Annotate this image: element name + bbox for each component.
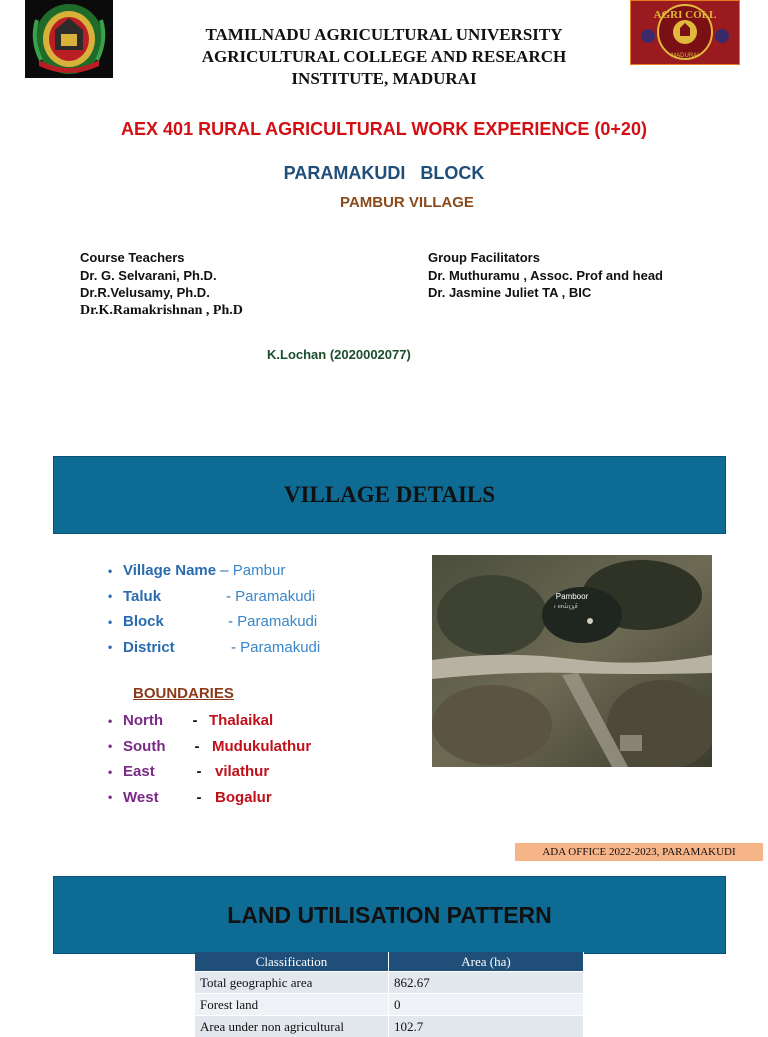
boundary-place: vilathur	[215, 763, 269, 780]
student-name: K.Lochan (2020002077)	[267, 347, 411, 362]
list-item	[108, 609, 320, 635]
university-line-1: TAMILNADU AGRICULTURAL UNIVERSITY	[130, 24, 638, 46]
group-facilitators-heading: Group Facilitators	[428, 249, 663, 267]
detail-value: Pambur	[233, 562, 286, 579]
village-details-heading: VILLAGE DETAILS	[284, 482, 495, 508]
boundaries-heading: BOUNDARIES	[133, 685, 234, 702]
teacher-name: Dr.K.Ramakrishnan , Ph.D	[80, 302, 243, 320]
detail-value: Paramakudi	[240, 639, 320, 656]
group-facilitators	[428, 249, 663, 302]
bullet-icon: •	[108, 765, 123, 779]
map-label: Pamboor	[556, 592, 589, 601]
list-item	[108, 635, 320, 661]
university-title	[130, 24, 638, 90]
bullet-icon: •	[108, 739, 123, 753]
land-utilisation-table	[195, 952, 584, 1037]
detail-key: Village Name	[123, 562, 216, 579]
table-header-row	[195, 952, 584, 972]
detail-separator: -	[228, 613, 237, 630]
boundary-place: Thalaikal	[209, 712, 273, 729]
university-line-3: INSTITUTE, MADURAI	[130, 68, 638, 90]
boundary-separator: -	[181, 712, 209, 729]
list-item	[108, 759, 311, 785]
column-header: Classification	[195, 952, 389, 972]
table-row	[195, 972, 584, 994]
land-utilisation-banner	[53, 876, 726, 954]
detail-key: Taluk	[123, 588, 226, 605]
list-item	[108, 558, 320, 584]
table-cell: Total geographic area	[195, 972, 389, 994]
boundary-direction: East	[123, 763, 183, 780]
tnau-logo	[25, 0, 113, 78]
bullet-icon: •	[108, 615, 123, 629]
table-cell: Forest land	[195, 994, 389, 1016]
map-label-tamil: பாம்பூர்	[554, 602, 578, 610]
boundary-place: Mudukulathur	[212, 738, 311, 755]
course-title: AEX 401 RURAL AGRICULTURAL WORK EXPERIENCE (0+20)	[0, 119, 768, 140]
teacher-name: Dr. G. Selvarani, Ph.D.	[80, 267, 243, 285]
table-cell: 862.67	[389, 972, 584, 994]
detail-separator: -	[231, 639, 240, 656]
bullet-icon: •	[108, 589, 123, 603]
detail-key: Block	[123, 613, 228, 630]
teacher-name: Dr.R.Velusamy, Ph.D.	[80, 284, 243, 302]
table-row	[195, 1016, 584, 1037]
list-item	[108, 708, 311, 734]
detail-value: Paramakudi	[237, 613, 317, 630]
logo-text-bottom: MADURAI	[671, 53, 699, 59]
boundary-direction: South	[123, 738, 182, 755]
satellite-map	[432, 555, 712, 767]
university-line-2: AGRICULTURAL COLLEGE AND RESEARCH	[130, 46, 638, 68]
source-note: ADA OFFICE 2022-2023, PARAMAKUDI	[515, 843, 763, 861]
course-teachers	[80, 249, 243, 319]
bullet-icon: •	[108, 640, 123, 654]
facilitator-name: Dr. Muthuramu , Assoc. Prof and head	[428, 267, 663, 285]
boundary-separator: -	[183, 763, 215, 780]
detail-separator: -	[226, 588, 235, 605]
list-item	[108, 734, 311, 760]
table-cell: Area under non agricultural	[195, 1016, 389, 1037]
boundary-direction: North	[123, 712, 181, 729]
table-row	[195, 994, 584, 1016]
village-details-banner	[53, 456, 726, 534]
agri-college-logo	[630, 0, 740, 65]
detail-separator: –	[216, 562, 233, 579]
list-item	[108, 785, 311, 811]
land-utilisation-heading: LAND UTILISATION PATTERN	[227, 902, 552, 929]
bullet-icon: •	[108, 564, 123, 578]
list-item	[108, 584, 320, 610]
boundary-place: Bogalur	[215, 789, 272, 806]
table-cell: 102.7	[389, 1016, 584, 1037]
bullet-icon: •	[108, 714, 123, 728]
block-title: PARAMAKUDI BLOCK	[0, 163, 768, 184]
course-teachers-heading: Course Teachers	[80, 249, 243, 267]
facilitator-name: Dr. Jasmine Juliet TA , BIC	[428, 284, 663, 302]
column-header: Area (ha)	[389, 952, 584, 972]
boundary-separator: -	[183, 789, 215, 806]
boundary-separator: -	[182, 738, 212, 755]
boundaries-list	[108, 708, 311, 810]
village-details-list	[108, 558, 320, 660]
bullet-icon: •	[108, 790, 123, 804]
logo-text-top: AGRI COLL	[654, 9, 717, 21]
detail-value: Paramakudi	[235, 588, 315, 605]
table-cell: 0	[389, 994, 584, 1016]
boundary-direction: West	[123, 789, 183, 806]
detail-key: District	[123, 639, 231, 656]
village-title: PAMBUR VILLAGE	[0, 194, 768, 211]
